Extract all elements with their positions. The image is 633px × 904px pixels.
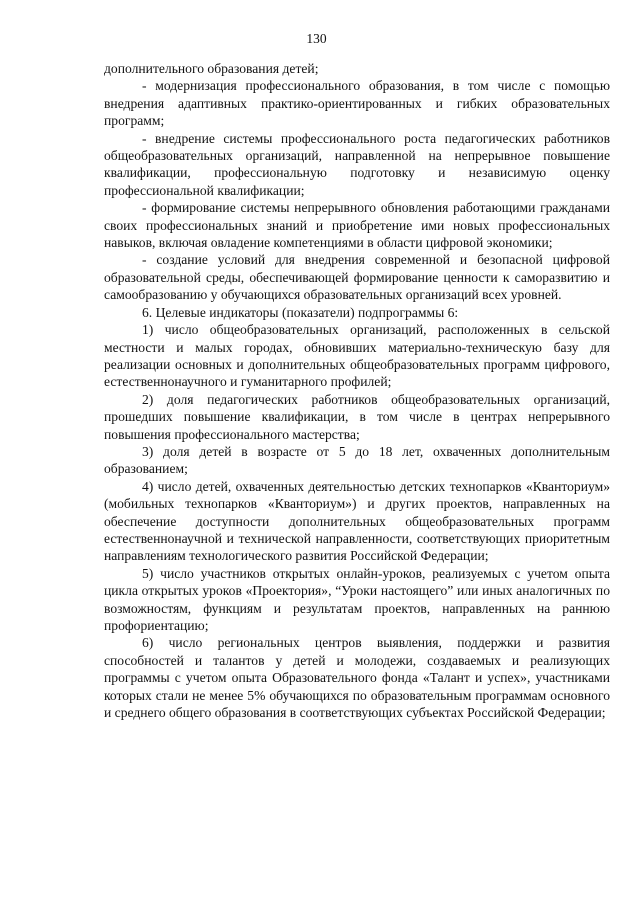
page-number: 130: [306, 31, 327, 46]
indicator-2: 2) доля педагогических работников общеобразовательных организаций, прошедших повышение квалификации, в том числе в центрах непрерывного повышения профессионального мастерства;: [104, 391, 610, 442]
page-body: [104, 60, 610, 721]
paragraph-continuation: дополнительного образования детей;: [104, 61, 319, 76]
indicator-5: 5) число участников открытых онлайн-уроков, реализуемых с учетом опыта цикла открытых уроков «Проектория», “Уроки настоящего” или иных аналогичных по возможностям, функциям и результатам проектов, направленных на раннюю профориентацию;: [104, 565, 610, 633]
paragraph-bullet-1: - модернизация профессионального образования, в том числе с помощью внедрения адаптивных практико-ориентированных и гибких образовательных программ;: [104, 78, 610, 129]
paragraph-bullet-3: - формирование системы непрерывного обновления работающими гражданами своих профессиональных знаний и приобретение ими новых профессиональных навыков, включая овладение компетенциями в области цифровой экономики;: [104, 200, 610, 251]
section-heading: 6. Целевые индикаторы (показатели) подпрограммы 6:: [142, 304, 459, 320]
indicator-1: 1) число общеобразовательных организаций, расположенных в сельской местности и малых городах, обновивших материально-техническую базу для реализации основных и дополнительных общеобразовательных программ цифрового, естественнонаучного и гуманитарного профилей;: [104, 322, 610, 390]
indicator-3: 3) доля детей в возрасте от 5 до 18 лет, охваченных дополнительным образованием;: [104, 443, 610, 477]
indicator-6: 6) число региональных центров выявления, поддержки и развития способностей и талантов у детей и молодежи, создаваемых и реализующих программы с учетом опыта Образовательного фонда «Талант и успех», участниками которых стали не менее 5% обучающихся по образовательным программам основного и среднего общего образования в соответствующих субъектах Российской Федерации;: [104, 635, 610, 721]
indicator-4: 4) число детей, охваченных деятельностью детских технопарков «Кванториум» (мобильных технопарков «Кванториум») и других проектов, направленных на обеспечение доступности дополнительных общеобразовательных программ естественнонаучной и технической направленности, соответствующих приоритетным направлениям технологического развития Российской Федерации;: [104, 478, 610, 564]
paragraph-bullet-2: - внедрение системы профессионального роста педагогических работников общеобразовательных организаций, направленной на непрерывное повышение квалификации, профессиональную подготовку и независимую оценку профессиональной квалификации;: [104, 130, 610, 198]
paragraph-bullet-4: - создание условий для внедрения современной и безопасной цифровой образовательной среды, обеспечивающей формирование ценности к саморазвитию и самообразованию у обучающихся образовательных организаций всех уровней.: [104, 252, 610, 303]
